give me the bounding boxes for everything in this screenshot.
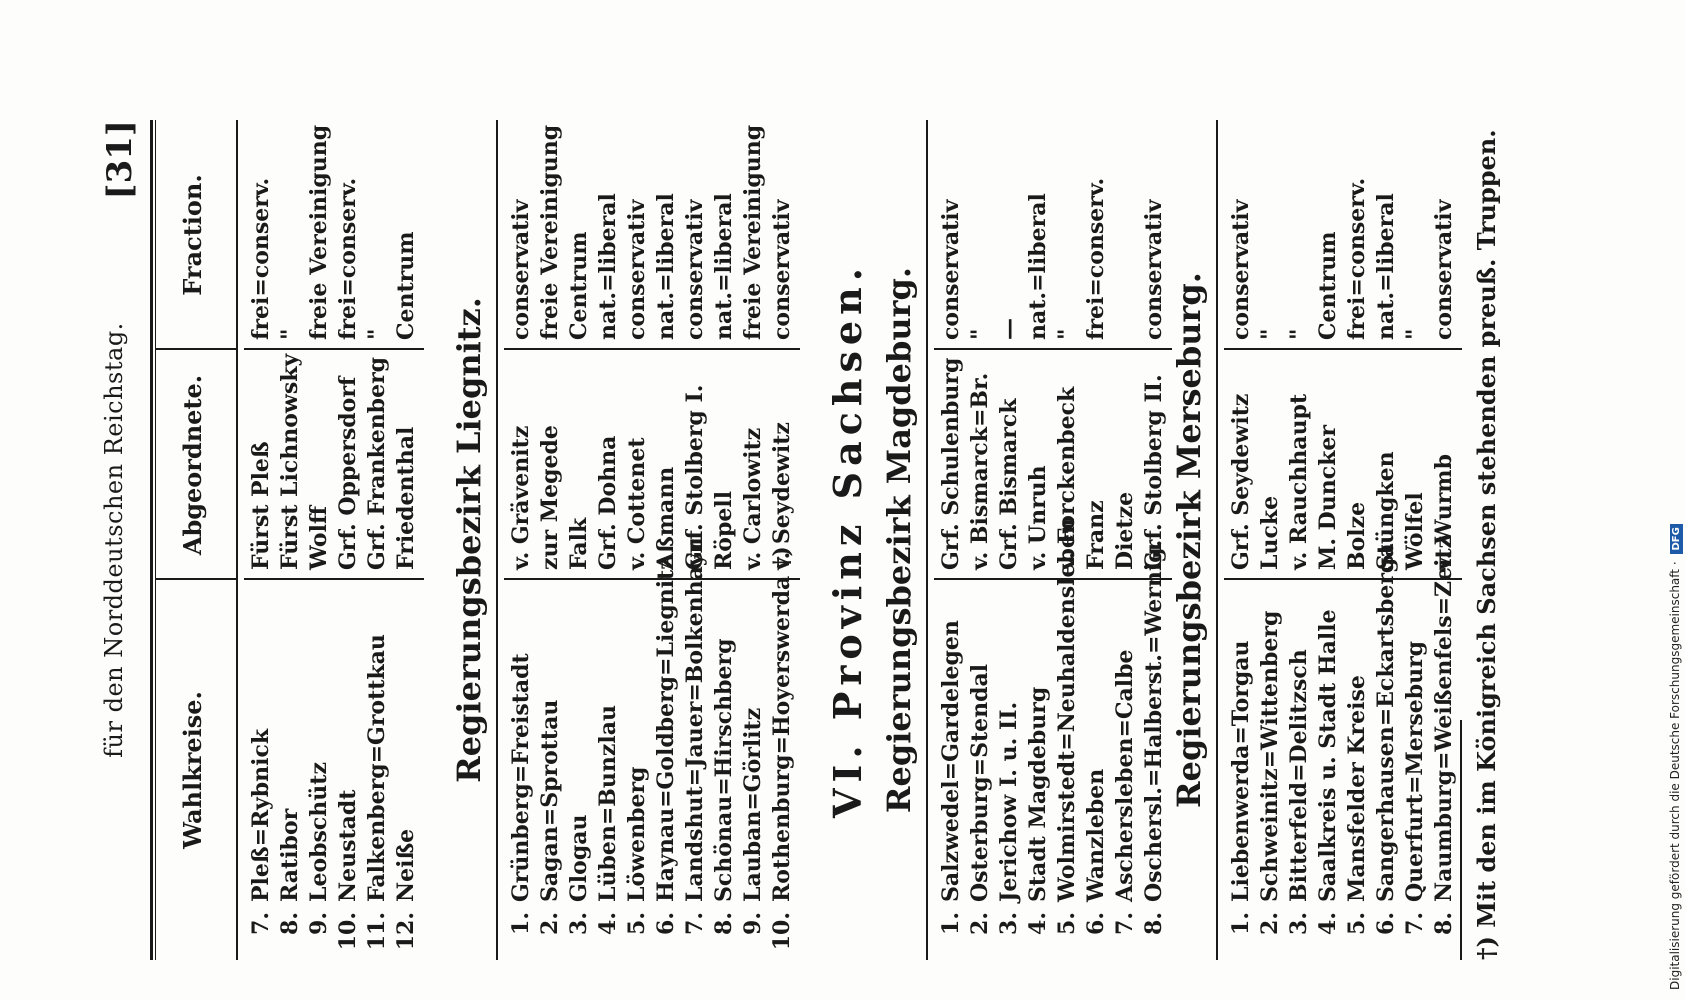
district-name: Jerichow I. u. II.: [996, 701, 1022, 902]
fraction-name: ": [1054, 328, 1080, 340]
column-header-fraction: Fraction.: [178, 174, 207, 296]
deputy-name: v. Seydewitz: [769, 422, 795, 570]
fraction-name: conservativ: [508, 199, 534, 340]
district-name: Neustadt: [335, 789, 361, 902]
table-row: [306, 120, 335, 960]
district-name: Glogau: [566, 814, 592, 902]
district-number: 5.: [1054, 912, 1080, 935]
district-name: Sagan=Sprottau: [537, 699, 563, 902]
table-row: [1286, 120, 1315, 960]
fraction-name: conservativ: [769, 199, 795, 340]
table-row: [740, 120, 769, 960]
district-name: Saalkreis u. Stadt Halle: [1315, 609, 1341, 902]
table-row: [1228, 120, 1257, 960]
district-number: 8.: [277, 912, 303, 935]
district-name: Rothenburg=Hoyerswerda †): [769, 546, 795, 902]
district-name: Bitterfeld=Delitzsch: [1286, 649, 1312, 902]
deputy-name: M. Duncker: [1315, 425, 1341, 570]
deputy-name: Grf. Schulenburg: [938, 357, 964, 570]
district-number: 3.: [1286, 912, 1312, 935]
table-row: [1025, 120, 1054, 960]
fraction-name: nat.=liberal: [653, 193, 679, 340]
column-header-wahlkreise: Wahlkreise.: [178, 691, 207, 849]
fraction-name: Centrum: [566, 231, 592, 340]
district-name: Osterburg=Stendal: [967, 663, 993, 902]
fraction-name: ": [967, 328, 993, 340]
district-number: 8.: [1431, 912, 1457, 935]
district-number: 5.: [1344, 912, 1370, 935]
fraction-name: conservativ: [938, 199, 964, 340]
liegnitz-top-rule: [496, 120, 498, 960]
table-row: [1315, 120, 1344, 960]
credit-text: Digitalisierung gefördert durch die Deutsche Forschungsgemeinschaft ·: [1668, 561, 1682, 990]
table-row: [595, 120, 624, 960]
deputy-name: zur Megede: [537, 425, 563, 570]
deputy-name: Wolff: [306, 505, 332, 570]
district-name: Salzwedel=Gardelegen: [938, 620, 964, 902]
district-name: Haynau=Goldberg=Liegnitz: [653, 557, 679, 902]
district-number: 9.: [740, 912, 766, 935]
deputy-name: v. Cottenet: [624, 437, 650, 570]
table-row: [1141, 120, 1170, 960]
table-row: [996, 120, 1025, 960]
deputy-name: v. Unruh: [1025, 465, 1051, 570]
fraction-name: frei=conserv.: [335, 177, 361, 340]
table-row: [653, 120, 682, 960]
footnote: †) Mit den im Königreich Sachsen stehenden preuß. Truppen.: [1472, 129, 1501, 960]
district-name: Leobschütz: [306, 762, 332, 902]
district-name: Grünberg=Freistadt: [508, 653, 534, 902]
fraction-name: nat.=liberal: [1025, 193, 1051, 340]
fraction-name: conservativ: [1431, 199, 1457, 340]
district-number: 1.: [1228, 912, 1254, 935]
table-row: [938, 120, 967, 960]
deputy-name: v. Forckenbeck: [1054, 386, 1080, 570]
column-divider: [504, 578, 800, 580]
fraction-name: freie Vereinigung: [537, 124, 563, 340]
district-number: 2.: [1257, 912, 1283, 935]
fraction-name: conservativ: [1228, 199, 1254, 340]
deputy-name: Bolze: [1344, 501, 1370, 570]
deputy-name: Grf. Bismarck: [996, 398, 1022, 570]
district-number: 4.: [1315, 912, 1341, 935]
deputy-name: Grf. Stolberg II.: [1141, 374, 1167, 570]
fraction-name: frei=conserv.: [1344, 177, 1370, 340]
deputy-name: v. Bismarck=Br.: [967, 372, 993, 570]
deputy-name: Grf. Frankenberg: [364, 356, 390, 570]
merseburg-top-rule: [1216, 120, 1218, 960]
district-number: 7.: [682, 912, 708, 935]
district-number: 7.: [1402, 912, 1428, 935]
magdeburg-top-rule: [926, 120, 928, 960]
district-number: 6.: [653, 912, 679, 935]
deputy-name: Dietze: [1112, 491, 1138, 570]
deputy-name: Röpell: [711, 490, 737, 570]
district-name: Oschersl.=Halberst.=Wernig.: [1141, 539, 1167, 902]
district-name: Löwenberg: [624, 766, 650, 902]
district-number: 1.: [938, 912, 964, 935]
table-row: [1112, 120, 1141, 960]
district-name: Pleß=Rybnick: [248, 728, 274, 902]
table-row: [1402, 120, 1431, 960]
fraction-name: conservativ: [624, 199, 650, 340]
column-divider: [934, 578, 1172, 580]
table-row: [248, 120, 277, 960]
table-row: [1431, 120, 1460, 960]
district-number: 7.: [248, 912, 274, 935]
fraction-name: ": [1257, 328, 1283, 340]
column-divider: [156, 578, 236, 580]
district-name: Landshut=Jauer=Bolkenhayn: [682, 537, 708, 902]
table-row: [277, 120, 306, 960]
district-name: Lüben=Bunzlau: [595, 705, 621, 902]
fraction-name: nat.=liberal: [595, 193, 621, 340]
deputy-name: Grf. Seydewitz: [1228, 393, 1254, 570]
deputy-name: Wölfel: [1402, 492, 1428, 570]
district-name: Falkenberg=Grottkau: [364, 634, 390, 902]
district-number: 10.: [335, 912, 361, 951]
deputy-name: Franz: [1083, 500, 1109, 570]
table-row: [769, 120, 798, 960]
district-number: 10.: [769, 912, 795, 951]
fraction-name: nat.=liberal: [1373, 193, 1399, 340]
digitization-credit: [1668, 0, 1683, 990]
district-number: 9.: [306, 912, 332, 935]
running-title: für den Norddeutschen Reichstag.: [100, 322, 128, 758]
district-number: 3.: [566, 912, 592, 935]
header-bottom-rule: [236, 120, 238, 960]
table-row: [1373, 120, 1402, 960]
deputy-name: Fürst Pleß: [248, 441, 274, 570]
footnote-rule: [1460, 720, 1462, 960]
table-row: [364, 120, 393, 960]
table-row: [537, 120, 566, 960]
fraction-name: conservativ: [1141, 199, 1167, 340]
column-divider: [244, 578, 424, 580]
table-row: [566, 120, 595, 960]
dfg-logo: DFG: [1670, 524, 1683, 553]
district-number: 11.: [364, 912, 390, 951]
table-row: [393, 120, 422, 960]
column-divider: [244, 348, 424, 350]
table-row: [1054, 120, 1083, 960]
district-number: 4.: [595, 912, 621, 935]
table-row: [508, 120, 537, 960]
district-name: Liebenwerda=Torgau: [1228, 640, 1254, 902]
deputy-name: Stüngken: [1373, 451, 1399, 570]
district-name: Naumburg=Weißenfels=Zeitz: [1431, 535, 1457, 902]
fraction-name: frei=conserv.: [1083, 177, 1109, 340]
column-header-abgeordnete: Abgeordnete.: [178, 374, 207, 556]
fraction-name: ": [1286, 328, 1312, 340]
district-name: Wolmirstedt=Neuhaldensleben: [1054, 518, 1080, 902]
deputy-name: Friedenthal: [393, 426, 419, 570]
district-number: 8.: [1141, 912, 1167, 935]
district-name: Neiße: [393, 828, 419, 902]
column-divider: [1224, 348, 1462, 350]
district-number: 3.: [996, 912, 1022, 935]
district-name: Ratibor: [277, 808, 303, 902]
column-divider: [1224, 578, 1462, 580]
fraction-name: ": [364, 328, 390, 340]
table-row: [967, 120, 996, 960]
district-name: Stadt Magdeburg: [1025, 686, 1051, 902]
fraction-name: Centrum: [1315, 231, 1341, 340]
rotated-page: [80, 60, 1580, 960]
district-name: Schönau=Hirschberg: [711, 638, 737, 902]
deputy-name: Lucke: [1257, 495, 1283, 570]
district-name: Schweinitz=Wittenberg: [1257, 610, 1283, 902]
column-divider: [504, 348, 800, 350]
column-divider: [934, 348, 1172, 350]
fraction-name: frei=conserv.: [248, 177, 274, 340]
running-head: [100, 120, 140, 960]
deputy-name: v. Wurmb: [1431, 454, 1457, 570]
deputy-name: v. Carlowitz: [740, 427, 766, 570]
fraction-name: Centrum: [393, 231, 419, 340]
deputy-name: Aßmann: [653, 466, 679, 570]
district-number: 6.: [1083, 912, 1109, 935]
district-number: 6.: [1373, 912, 1399, 935]
column-divider: [156, 348, 236, 350]
district-name: Sangerhausen=Eckartsberga: [1373, 543, 1399, 902]
district-number: 5.: [624, 912, 650, 935]
fraction-name: —: [996, 318, 1022, 340]
district-name: Aschersleben=Calbe: [1112, 649, 1138, 902]
deputy-name: Grf. Oppersdorf: [335, 376, 361, 570]
magdeburg-title: Regierungsbezirk Magdeburg.: [880, 266, 918, 814]
district-name: Lauban=Görlitz: [740, 707, 766, 902]
district-number: 7.: [1112, 912, 1138, 935]
table-header: [156, 120, 236, 960]
deputy-name: Grf. Stolberg I.: [682, 384, 708, 570]
district-number: 12.: [393, 912, 419, 951]
district-name: Querfurt=Merseburg: [1402, 640, 1428, 902]
fraction-name: ": [277, 328, 303, 340]
fraction-name: nat.=liberal: [711, 193, 737, 340]
table-row: [1083, 120, 1112, 960]
district-name: Wanzleben: [1083, 768, 1109, 902]
table-row: [1257, 120, 1286, 960]
table-row: [1344, 120, 1373, 960]
district-number: 2.: [967, 912, 993, 935]
page-number: [31]: [100, 120, 140, 200]
district-number: 4.: [1025, 912, 1051, 935]
deputy-name: v. Rauchhaupt: [1286, 393, 1312, 570]
province-title: VI. Provinz Sachsen.: [825, 262, 870, 818]
liegnitz-title: Regierungsbezirk Liegnitz.: [450, 297, 488, 783]
district-number: 1.: [508, 912, 534, 935]
table-row: [624, 120, 653, 960]
fraction-name: freie Vereinigung: [306, 124, 332, 340]
fraction-name: conservativ: [682, 199, 708, 340]
deputy-name: Grf. Dohna: [595, 435, 621, 570]
deputy-name: Falk: [566, 517, 592, 570]
deputy-name: Fürst Lichnowsky: [277, 353, 303, 570]
fraction-name: ": [1402, 328, 1428, 340]
district-number: 8.: [711, 912, 737, 935]
table-row: [335, 120, 364, 960]
table-row: [711, 120, 740, 960]
deputy-name: v. Grävenitz: [508, 425, 534, 570]
merseburg-title: Regierungsbezirk Merseburg.: [1170, 272, 1208, 808]
district-name: Mansfelder Kreise: [1344, 675, 1370, 902]
table-row: [682, 120, 711, 960]
district-number: 2.: [537, 912, 563, 935]
fraction-name: freie Vereinigung: [740, 124, 766, 340]
